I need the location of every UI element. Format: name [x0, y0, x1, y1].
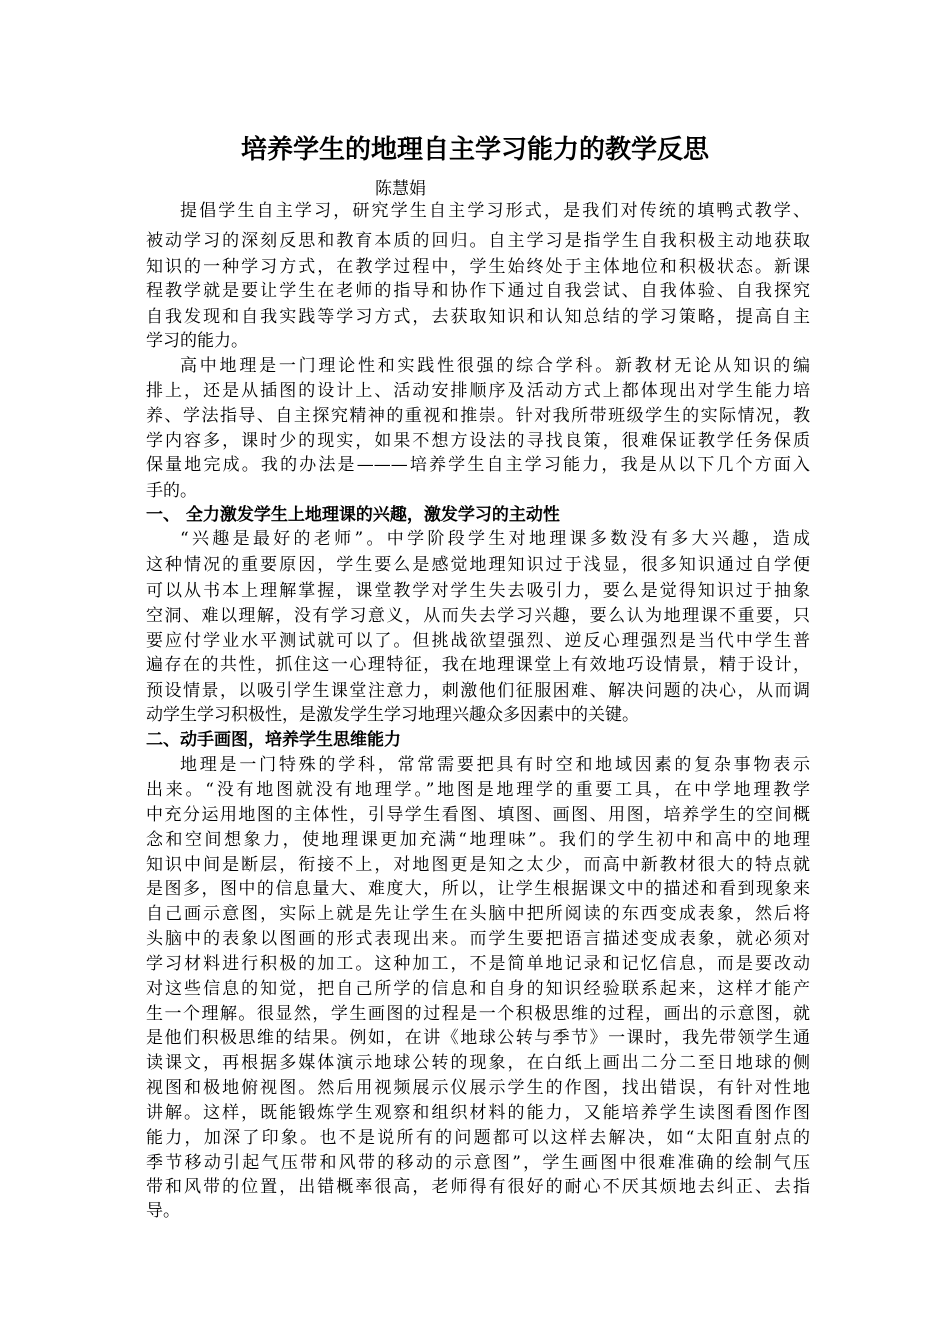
- text-line: 养、学法指导、自主探究精神的重视和推崇。针对我所带班级学生的实际情况，教: [146, 406, 810, 426]
- text-line: 程教学就是要让学生在老师的指导和协作下通过自我尝试、自我体验、自我探究: [146, 281, 810, 301]
- text-line: 学习材料进行积极的加工。这种加工，不是简单地记录和记忆信息，而是要改动: [146, 954, 810, 974]
- text-line: 空洞、难以理解，没有学习意义，从而失去学习兴趣，要么认为地理课不重要，只: [146, 606, 810, 626]
- text-line: 可以从书本上理解掌握，课堂教学对学生失去吸引力，要么是觉得知识过于抽象: [146, 581, 810, 601]
- document-author: 陈慧娟: [375, 179, 426, 199]
- text-line: 排上，还是从插图的设计上、活动安排顺序及活动方式上都体现出对学生能力培: [146, 381, 810, 401]
- text-line: 被动学习的深刻反思和教育本质的回归。自主学习是指学生自我积极主动地获取: [146, 231, 810, 251]
- text-line: 头脑中的表象以图画的形式表现出来。而学生要把语言描述变成表象，就必须对: [146, 929, 810, 949]
- text-line: 高中地理是一门理论性和实践性很强的综合学科。新教材无论从知识的编: [180, 356, 810, 376]
- text-line: 视图和极地俯视图。然后用视频展示仪展示学生的作图，找出错误，有针对性地: [146, 1078, 810, 1098]
- section-heading: 一、 全力激发学生上地理课的兴趣，激发学习的主动性: [146, 505, 560, 525]
- section-heading: 二、动手画图，培养学生思维能力: [146, 730, 401, 750]
- text-line: 导。: [146, 1201, 180, 1221]
- text-line: 讲解。这样，既能锻炼学生观察和组织材料的能力，又能培养学生读图看图作图: [146, 1103, 810, 1123]
- text-line: 自我发现和自我实践等学习方式，去获取知识和认知总结的学习策略，提高自主: [146, 307, 810, 327]
- text-line: 动学生学习积极性，是激发学生学习地理兴趣众多因素中的关键。: [146, 705, 639, 725]
- text-line: 生一个理解。很显然，学生画图的过程是一个积极思维的过程，画出的示意图，就: [146, 1004, 810, 1024]
- text-line: “兴趣是最好的老师”。中学阶段学生对地理课多数没有多大兴趣，造成: [180, 529, 810, 549]
- document-title: 培养学生的地理自主学习能力的教学反思: [240, 135, 709, 165]
- text-line: 手的。: [146, 481, 197, 501]
- text-line: 对这些信息的知觉，把自己所学的信息和自身的知识经验联系起来，这样才能产: [146, 979, 810, 999]
- text-line: 这种情况的重要原因，学生要么是感觉地理知识过于浅显，很多知识通过自学便: [146, 555, 810, 575]
- text-line: 保量地完成。我的办法是———培养学生自主学习能力，我是从以下几个方面入: [146, 455, 810, 475]
- text-line: 能力，加深了印象。也不是说所有的问题都可以这样去解决，如“太阳直射点的: [146, 1128, 810, 1148]
- text-line: 是图多，图中的信息量大、难度大，所以，让学生根据课文中的描述和看到现象来: [146, 879, 810, 899]
- text-line: 遍存在的共性，抓住这一心理特征，我在地理课堂上有效地巧设情景，精于设计，: [146, 655, 810, 675]
- text-line: 地理是一门特殊的学科，常常需要把具有时空和地域因素的复杂事物表示: [180, 755, 810, 775]
- text-line: 念和空间想象力，使地理课更加充满“地理味”。我们的学生初中和高中的地理: [146, 830, 810, 850]
- text-line: 自己画示意图，实际上就是先让学生在头脑中把所阅读的东西变成表象，然后将: [146, 904, 810, 924]
- text-line: 知识的一种学习方式，在教学过程中，学生始终处于主体地位和积极状态。新课: [146, 257, 810, 277]
- text-line: 提倡学生自主学习，研究学生自主学习形式，是我们对传统的填鸭式教学、: [180, 201, 810, 221]
- text-line: 学习的能力。: [146, 331, 248, 351]
- text-line: 预设情景，以吸引学生课堂注意力，刺激他们征服困难、解决问题的决心，从而调: [146, 681, 810, 701]
- text-line: 知识中间是断层，衔接不上，对地图更是知之太少，而高中新教材很大的特点就: [146, 855, 810, 875]
- text-line: 出来。“没有地图就没有地理学。”地图是地理学的重要工具，在中学地理教学: [146, 780, 810, 800]
- text-line: 要应付学业水平测试就可以了。但挑战欲望强烈、逆反心理强烈是当代中学生普: [146, 631, 810, 651]
- text-line: 学内容多，课时少的现实，如果不想方设法的寻找良策，很难保证教学任务保质: [146, 431, 810, 451]
- text-line: 中充分运用地图的主体性，引导学生看图、填图、画图、用图，培养学生的空间概: [146, 805, 810, 825]
- text-line: 读课文，再根据多媒体演示地球公转的现象，在白纸上画出二分二至日地球的侧: [146, 1053, 810, 1073]
- text-line: 带和风带的位置，出错概率很高，老师得有很好的耐心不厌其烦地去纠正、去指: [146, 1177, 810, 1197]
- text-line: 是他们积极思维的结果。例如，在讲《地球公转与季节》一课时，我先带领学生通: [146, 1028, 810, 1048]
- text-line: 季节移动引起气压带和风带的移动的示意图”，学生画图中很难准确的绘制气压: [146, 1153, 810, 1173]
